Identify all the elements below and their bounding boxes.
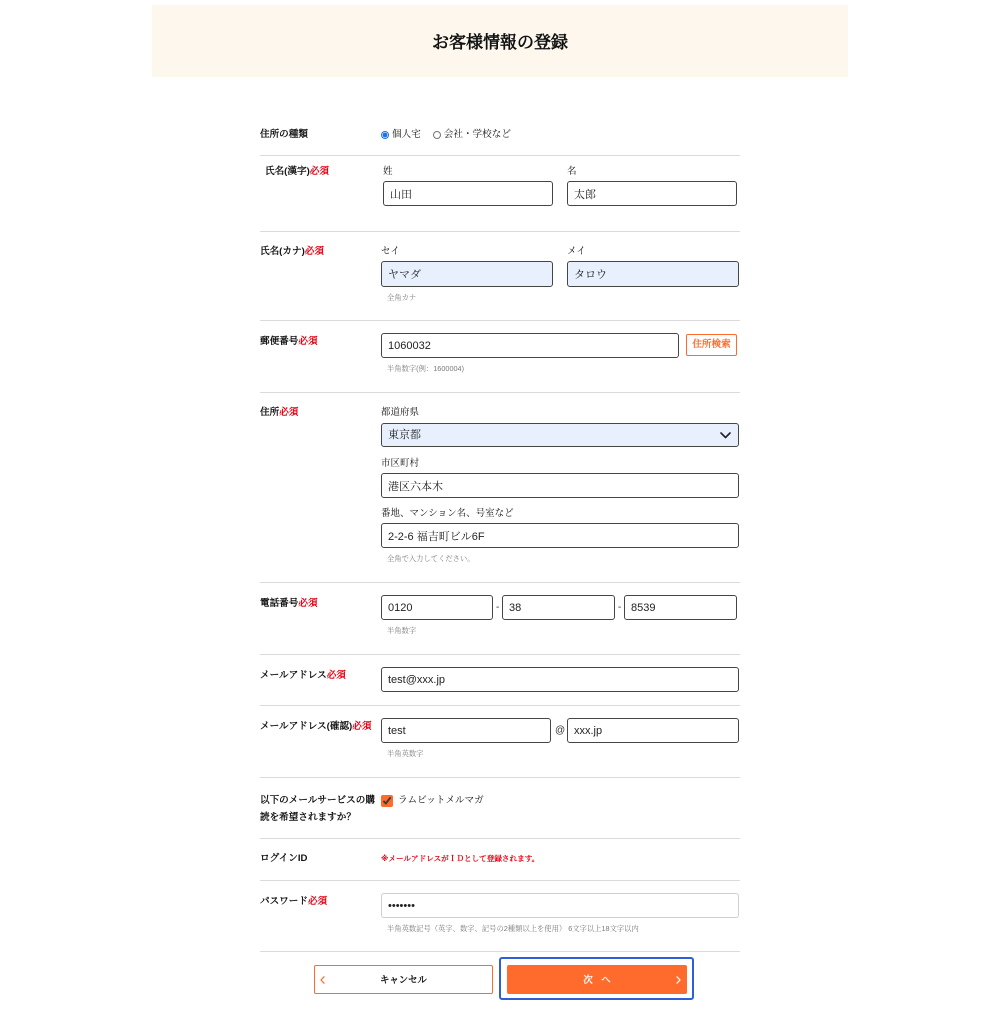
password-hint: 半角英数記号（英字、数字、記号の2種類以上を使用） 6文字以上18文字以内 (387, 924, 639, 933)
address-label-text: 住所 (260, 407, 280, 418)
divider (260, 838, 740, 839)
phone-part1-input[interactable] (381, 595, 493, 620)
email-confirm-domain-input[interactable] (567, 718, 739, 743)
required-badge: 必須 (304, 246, 324, 257)
email-confirm-label-text: メールアドレス(確認) (260, 721, 353, 732)
first-name-kana-input[interactable] (567, 261, 739, 287)
newsletter-label-line2: 読を希望されますか？ (260, 812, 356, 823)
chevron-left-icon (320, 976, 325, 984)
divider (260, 155, 740, 156)
address-hint: 全角で入力してください。 (387, 554, 475, 563)
newsletter-option[interactable] (381, 795, 484, 807)
page-title: お客様情報の登録 (432, 33, 568, 52)
divider (260, 880, 740, 881)
newsletter-option-label: ラムビットメルマガ (398, 795, 484, 806)
postal-code-hint: 半角数字(例：1600004) (387, 364, 465, 373)
postal-code-input[interactable] (381, 333, 679, 358)
cancel-button[interactable] (314, 965, 493, 994)
prefecture-selected-value: 東京都 (388, 429, 421, 441)
newsletter-checkbox[interactable] (381, 795, 393, 807)
street-input[interactable] (381, 523, 739, 548)
last-name-kanji-input[interactable] (383, 181, 553, 206)
address-search-button[interactable]: 住所検索 (686, 334, 737, 356)
first-name-kana-label: メイ (567, 246, 586, 257)
next-button[interactable] (507, 965, 687, 994)
city-input[interactable] (381, 473, 739, 498)
divider (260, 582, 740, 583)
phone-label-text: 電話番号 (260, 598, 299, 609)
radio-label-personal: 個人宅 (392, 129, 421, 140)
password-label (260, 896, 327, 908)
phone-hint: 半角数字 (387, 626, 417, 635)
next-button-label: 次 へ (583, 974, 614, 985)
cancel-button-label: キャンセル (380, 974, 427, 985)
required-badge: 必須 (279, 407, 299, 418)
email-label (260, 670, 346, 682)
radio-option-company[interactable] (433, 129, 511, 141)
chevron-down-icon (720, 432, 731, 439)
email-label-text: メールアドレス (260, 670, 327, 681)
email-confirm-label (260, 721, 371, 733)
divider (260, 320, 740, 321)
last-name-kana-input[interactable] (381, 261, 553, 287)
login-id-note: ※メールアドレスがＩＤとして登録されます。 (381, 854, 540, 863)
first-name-kanji-label: 名 (567, 166, 577, 177)
required-badge: 必須 (307, 896, 328, 907)
customer-info-form (260, 0, 740, 1019)
address-label (260, 407, 298, 419)
divider (260, 951, 740, 952)
divider (260, 231, 740, 232)
chevron-right-icon (676, 976, 681, 984)
required-badge: 必須 (352, 721, 372, 732)
last-name-kanji-label: 姓 (383, 166, 393, 177)
radio-company[interactable] (433, 131, 441, 139)
address-type-label: 住所の種類 (260, 129, 308, 140)
required-badge: 必須 (298, 598, 318, 609)
email-confirm-hint: 半角英数字 (387, 749, 424, 758)
required-badge: 必須 (298, 336, 318, 347)
radio-personal[interactable] (381, 131, 389, 139)
radio-option-personal[interactable] (381, 129, 421, 141)
prefecture-select[interactable] (381, 423, 739, 447)
first-name-kanji-input[interactable] (567, 181, 737, 206)
at-sign: @ (555, 725, 566, 736)
phone-part2-input[interactable] (502, 595, 615, 620)
phone-label (260, 598, 318, 610)
divider (260, 777, 740, 778)
login-id-label: ログインID (260, 853, 308, 864)
password-input[interactable] (381, 893, 739, 918)
postal-code-label-text: 郵便番号 (260, 336, 299, 347)
radio-label-company: 会社・学校など (443, 129, 511, 140)
name-kanji-label-text: 氏名(漢字) (265, 166, 310, 177)
name-kana-label-text: 氏名(カナ) (260, 246, 305, 257)
city-label: 市区町村 (381, 458, 420, 469)
name-kanji-label (265, 166, 329, 178)
phone-part3-input[interactable] (624, 595, 737, 620)
newsletter-label (260, 792, 375, 826)
phone-separator: - (496, 602, 500, 613)
name-kana-hint: 全角カナ (387, 293, 417, 302)
street-label: 番地、マンション名、号室など (381, 508, 514, 519)
name-kana-label (260, 246, 324, 258)
divider (260, 705, 740, 706)
address-type-radio-group (381, 129, 511, 141)
last-name-kana-label: セイ (381, 246, 400, 257)
postal-code-label (260, 336, 318, 348)
required-badge: 必須 (326, 670, 346, 681)
email-input[interactable] (381, 667, 739, 692)
divider (260, 654, 740, 655)
newsletter-label-line1: 以下のメールサービスの購 (260, 795, 375, 806)
prefecture-label: 都道府県 (381, 407, 420, 418)
divider (260, 392, 740, 393)
password-label-text: パスワード (260, 896, 308, 907)
required-badge: 必須 (309, 166, 329, 177)
phone-separator: - (618, 602, 622, 613)
email-confirm-local-input[interactable] (381, 718, 551, 743)
